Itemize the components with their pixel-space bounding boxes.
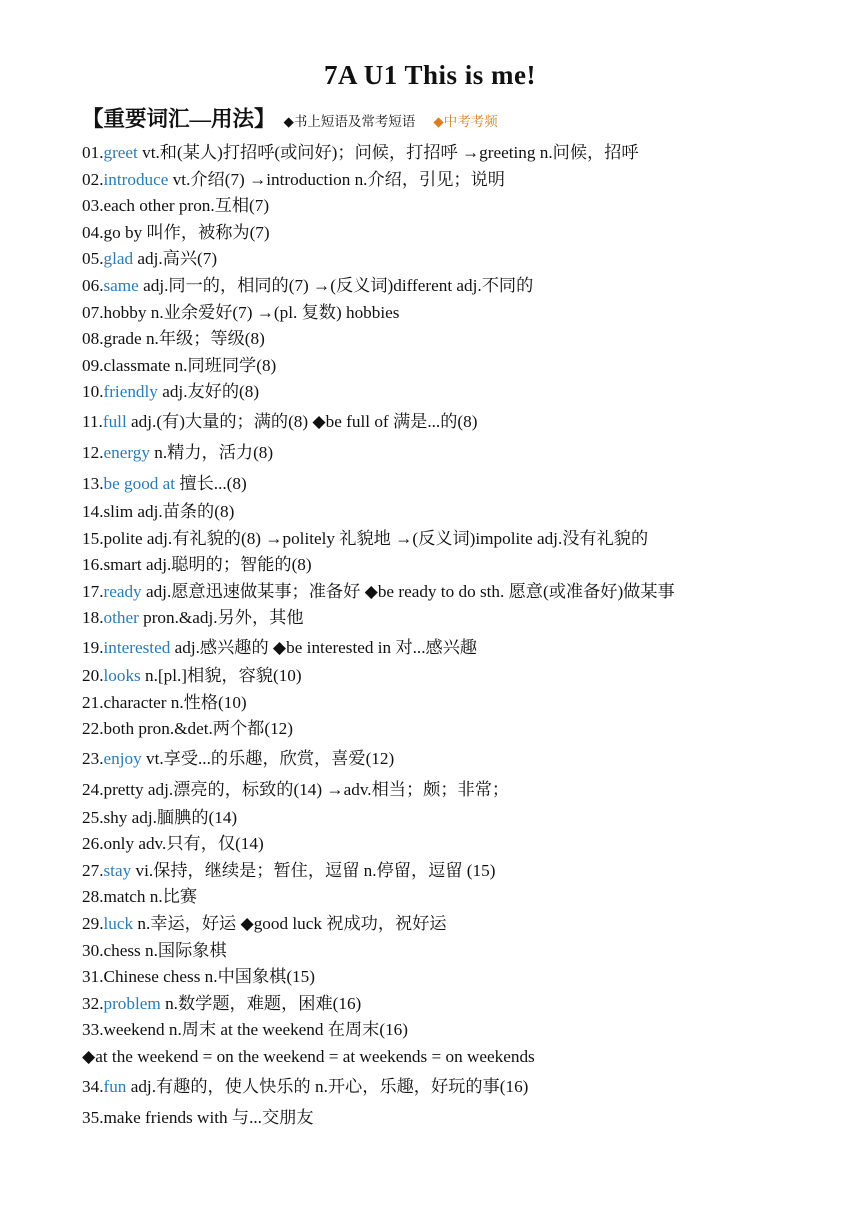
item-number: 29. xyxy=(82,914,104,934)
item-number: 08. xyxy=(82,329,104,349)
item-definition: adj.同一的，相同的(7) →(反义词)different adj.不同的 xyxy=(138,275,534,295)
item-definition: n.[pl.]相貌，容貌(10) xyxy=(140,665,302,685)
key-word: energy xyxy=(103,442,150,462)
item-number: 24. xyxy=(82,779,104,799)
item-number: 09. xyxy=(82,355,104,375)
key-word: interested xyxy=(103,637,171,657)
item-definition: match n.比赛 xyxy=(103,887,198,907)
item-number: 21. xyxy=(82,692,104,712)
item-number: 22. xyxy=(82,719,104,739)
vocab-item xyxy=(82,991,822,1018)
item-number: 14. xyxy=(82,501,104,521)
item-number: 16. xyxy=(82,555,104,575)
vocab-item xyxy=(82,1017,822,1044)
key-word: same xyxy=(103,275,139,295)
item-definition: grade n.年级；等级(8) xyxy=(103,329,265,349)
vocab-item xyxy=(82,579,822,606)
item-number: 32. xyxy=(82,993,104,1013)
item-number: 27. xyxy=(82,860,104,880)
item-definition: classmate n.同班同学(8) xyxy=(103,355,277,375)
item-definition: adj.(有)大量的；满的(8) ◆be full of 满是...的(8) xyxy=(126,411,478,431)
key-word: enjoy xyxy=(103,748,142,768)
item-number: 02. xyxy=(82,169,104,189)
item-definition: adj.愿意迅速做某事；准备好 ◆be ready to do sth. 愿意(或准备好)做某事 xyxy=(141,581,675,601)
item-definition: n.幸运，好运 ◆good luck 祝成功，祝好运 xyxy=(133,914,447,934)
item-definition: adj.高兴(7) xyxy=(133,249,218,269)
item-definition: each other pron.互相(7) xyxy=(103,196,270,216)
page-title: 7A U1 This is me! xyxy=(323,60,537,90)
item-definition: hobby n.业余爱好(7) →(pl. 复数) hobbies xyxy=(103,302,400,322)
key-word: friendly xyxy=(103,382,158,402)
item-number: 15. xyxy=(82,528,104,548)
key-word: introduce xyxy=(103,169,169,189)
vocab-item xyxy=(82,858,822,885)
item-definition: pretty adj.漂亮的，标致的(14) →adv.相当；颇；非常； xyxy=(103,779,510,799)
vocab-item xyxy=(82,938,822,965)
vocab-item xyxy=(82,1044,822,1071)
vocab-item xyxy=(82,831,822,858)
item-definition: adj.友好的(8) xyxy=(157,382,260,402)
key-word: full xyxy=(102,411,127,431)
item-number: 06. xyxy=(82,275,104,295)
legend-exam-frequency: ◆中考考频 xyxy=(433,114,498,129)
item-number: 13. xyxy=(82,473,104,493)
item-number: 10. xyxy=(82,382,104,402)
item-number: 11. xyxy=(82,411,103,431)
vocab-item xyxy=(82,605,822,632)
item-definition: ◆at the weekend = on the weekend = at weekends = on weekends xyxy=(82,1047,535,1067)
item-definition: vt.享受...的乐趣，欣赏，喜爱(12) xyxy=(141,748,395,768)
item-number: 12. xyxy=(82,442,104,462)
item-number: 33. xyxy=(82,1020,104,1040)
item-number: 30. xyxy=(82,940,104,960)
vocab-item xyxy=(82,437,822,468)
item-definition: vt.和(某人)打招呼(或问好)；问候，打招呼 →greeting n.问候，招呼 xyxy=(137,143,639,162)
item-definition: pron.&adj.另外，其他 xyxy=(138,608,304,628)
vocab-item xyxy=(82,193,822,220)
vocab-item xyxy=(82,716,822,743)
item-definition: vt.介绍(7) →introduction n.介绍，引见；说明 xyxy=(168,169,505,189)
vocab-item xyxy=(82,167,822,194)
item-definition: smart adj.聪明的；智能的(8) xyxy=(103,555,312,575)
item-definition: Chinese chess n.中国象棋(15) xyxy=(103,967,315,987)
item-definition: polite adj.有礼貌的(8) →politely 礼貌地 →(反义词)impolite adj.没有礼貌的 xyxy=(103,528,649,548)
vocab-item xyxy=(82,743,822,774)
vocab-item xyxy=(82,499,822,526)
vocab-item xyxy=(82,805,822,832)
vocab-item xyxy=(82,1102,822,1133)
item-number: 03. xyxy=(82,196,104,216)
key-word: looks xyxy=(103,665,141,685)
vocab-item xyxy=(82,774,822,805)
item-number: 28. xyxy=(82,887,104,907)
item-number: 17. xyxy=(82,581,104,601)
vocab-item xyxy=(82,468,822,499)
item-definition: both pron.&det.两个都(12) xyxy=(103,719,294,739)
vocab-item xyxy=(82,690,822,717)
item-definition: adj.感兴趣的 ◆be interested in 对...感兴趣 xyxy=(170,637,478,657)
key-word: other xyxy=(103,608,139,628)
section-header xyxy=(82,102,498,133)
item-definition: n.精力，活力(8) xyxy=(149,442,274,462)
item-number: 04. xyxy=(82,222,104,242)
item-definition: slim adj.苗条的(8) xyxy=(103,501,235,521)
item-definition: only adv.只有，仅(14) xyxy=(103,834,264,854)
vocab-item xyxy=(82,632,822,663)
section-heading: 【重要词汇—用法】 xyxy=(82,107,276,131)
key-word: problem xyxy=(103,993,161,1013)
key-word: be good at xyxy=(103,473,176,493)
item-number: 01. xyxy=(82,143,104,162)
vocab-item xyxy=(82,326,822,353)
item-number: 26. xyxy=(82,834,104,854)
vocab-item xyxy=(82,220,822,247)
vocab-item xyxy=(82,526,822,553)
item-number: 18. xyxy=(82,608,104,628)
key-word: stay xyxy=(103,860,132,880)
item-number: 05. xyxy=(82,249,104,269)
item-number: 31. xyxy=(82,967,104,987)
vocab-item xyxy=(82,911,822,938)
key-word: glad xyxy=(103,249,134,269)
item-number: 19. xyxy=(82,637,104,657)
vocab-item xyxy=(82,964,822,991)
vocab-item xyxy=(82,663,822,690)
key-word: greet xyxy=(103,143,138,162)
vocab-item xyxy=(82,1071,822,1102)
vocab-item xyxy=(82,406,822,437)
key-word: fun xyxy=(103,1076,127,1096)
item-number: 34. xyxy=(82,1076,104,1096)
item-definition: weekend n.周末 at the weekend 在周末(16) xyxy=(103,1020,408,1040)
vocab-item xyxy=(82,353,822,380)
item-definition: character n.性格(10) xyxy=(103,692,247,712)
vocab-item xyxy=(82,379,822,406)
legend-phrases: ◆书上短语及常考短语 xyxy=(283,114,416,129)
key-word: ready xyxy=(103,581,142,601)
vocab-item xyxy=(82,884,822,911)
vocab-item xyxy=(82,140,822,167)
vocab-item xyxy=(82,552,822,579)
item-number: 23. xyxy=(82,748,104,768)
vocabulary-list xyxy=(82,140,822,1133)
key-word: luck xyxy=(103,914,134,934)
vocab-item xyxy=(82,246,822,273)
item-definition: shy adj.腼腆的(14) xyxy=(103,807,238,827)
item-definition: make friends with 与...交朋友 xyxy=(103,1107,314,1127)
item-definition: vi.保持，继续是；暂住，逗留 n.停留，逗留 (15) xyxy=(131,860,496,880)
vocab-item xyxy=(82,300,822,327)
item-number: 35. xyxy=(82,1107,104,1127)
item-number: 20. xyxy=(82,665,104,685)
item-number: 25. xyxy=(82,807,104,827)
item-number: 07. xyxy=(82,302,104,322)
item-definition: chess n.国际象棋 xyxy=(103,940,227,960)
vocab-item xyxy=(82,273,822,300)
item-definition: n.数学题，难题，困难(16) xyxy=(160,993,362,1013)
item-definition: adj.有趣的，使人快乐的 n.开心，乐趣，好玩的事(16) xyxy=(126,1076,529,1096)
item-definition: go by 叫作，被称为(7) xyxy=(103,222,270,242)
item-definition: 擅长...(8) xyxy=(175,473,247,493)
